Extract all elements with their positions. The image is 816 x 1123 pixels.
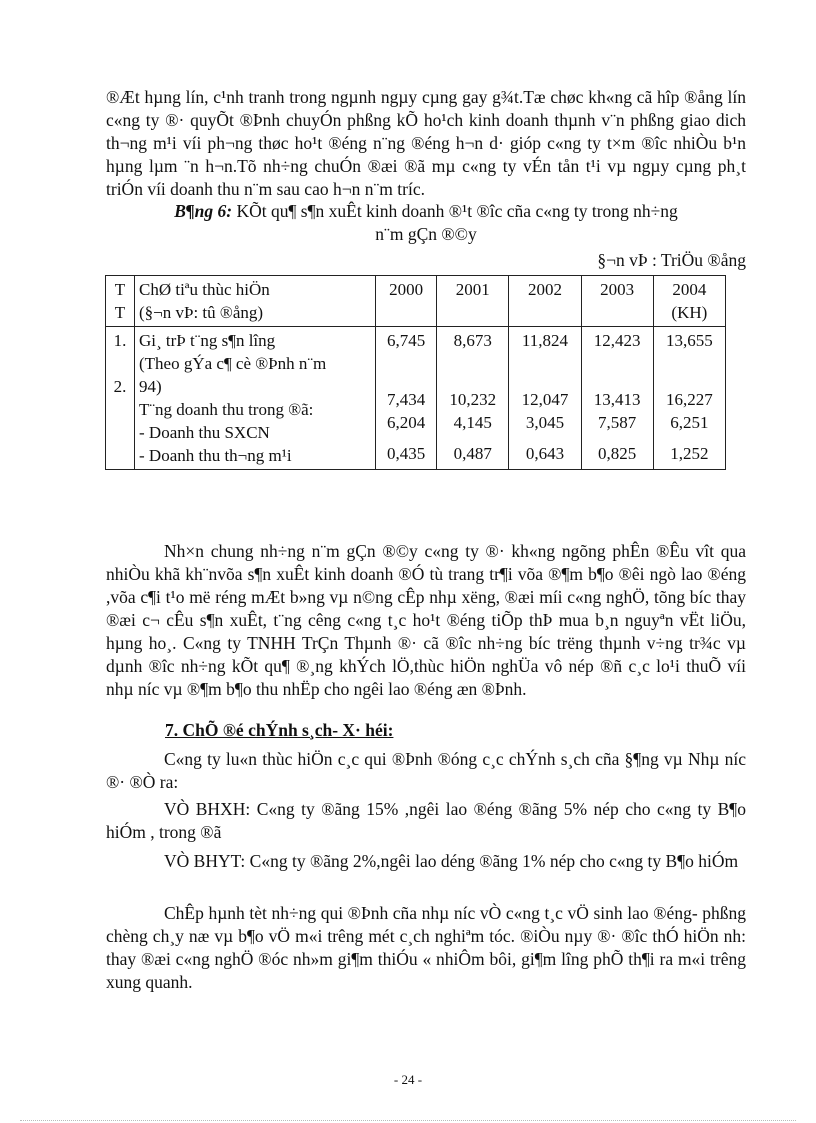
page-number: - 24 - — [393, 1072, 423, 1087]
paragraph-4: VÒ BHXH: C«ng ty ®ãng 15% ,ngêi lao ®éng ®ãng 5% nép cho c«ng ty B¶o hiÓm , trong ®ã — [106, 799, 746, 842]
table-header-row — [106, 276, 726, 327]
row-indicators: Gi¸ trÞ t¨ng s¶n lîng (Theo gÝa c¶ cè ®Þnh n¨m 94) T¨ng doanh thu trong ®ã: - Doanh thu SXCN - Doanh thu th¬ng m¹i — [135, 327, 376, 470]
results-table — [105, 275, 726, 470]
header-year-2002: 2002 — [509, 276, 581, 327]
page-edge-divider — [20, 1120, 796, 1121]
values-2001: 8,673 10,232 4,145 0,487 — [437, 327, 509, 470]
header-year-2003: 2003 — [581, 276, 653, 327]
values-2002: 11,824 12,047 3,045 0,643 — [509, 327, 581, 470]
row-tt: 1. 2. — [106, 327, 135, 470]
values-2000: 6,745 7,434 6,204 0,435 — [376, 327, 437, 470]
header-tt: T T — [106, 276, 135, 327]
values-2003: 12,423 13,413 7,587 0,825 — [581, 327, 653, 470]
paragraph-1: ®Æt hµng lín, c¹nh tranh trong ngµnh ngµy cµng gay g¾t.Tæ chøc kh«ng cã hîp ®ång lín c«ng ty ®· quyÕt ®Þnh chuyÓn phßng kÕ ho¹ch kinh doanh thµnh v¨n phßng giao dich th¬ng m¹i víi ph¬ng thøc ho¹t ®éng n¨ng ®éng h¬n d· gióp c«ng ty t×m ®îc nhiÒu b¹n hµng lµm ¨n h¬n.Tõ nh÷ng chuÓn ®æi ®ã mµ c«ng ty vÉn tån t¹i vµ ngµy cµng ph¸t triÓn víi doanh thu n¨m sau cao h¬n n¨m tríc. — [106, 87, 746, 199]
table-row — [106, 327, 726, 470]
table-caption — [106, 200, 746, 246]
paragraph-2: Nh×n chung nh÷ng n¨m gÇn ®©y c«ng ty ®· kh«ng ngõng phÊn ®Êu vît qua nhiÒu khã kh¨nvõa s¶n xuÊt kinh doanh ®Ó tù trang tr¶i võa ®¶m b¶o ®êi ngò lao ®éng ,võa c¶i t¹o më réng mÆt b»ng vµ n©ng cÊp nhµ xëng, ®æi míi c«ng nghÖ, tõng bíc thay ®æi c¬ cÊu s¶n xuÊt, t¨ng cêng c«ng t¸c ho¹t ®éng tiÕp thÞ mua b¸n nguyªn vËt liÖu, hµng ho¸. C«ng ty TNHH TrÇn Thµnh ®· cã ®îc nh÷ng bíc trëng thµnh v÷ng tr¾c vµ dµnh ®îc nh÷ng kÕt qu¶ ®¸ng khÝch lÖ,thùc hiÖn nghÜa vô nép ®ñ c¸c lo¹i thuÕ víi nhµ níc vµ ®¶m b¶o thu nhËp cho ngêi lao ®éng æn ®Þnh. — [106, 541, 746, 699]
paragraph-3: C«ng ty lu«n thùc hiÖn c¸c qui ®Þnh ®óng c¸c chÝnh s¸ch cña §¶ng vµ Nhµ níc ®· ®Ò ra: — [106, 749, 746, 792]
values-2004: 13,655 16,227 6,251 1,252 — [653, 327, 725, 470]
header-indicator: ChØ tiªu thùc hiÖn (§¬n vÞ: tû ®ång) — [135, 276, 376, 327]
section-heading: 7. ChÕ ®é chÝnh s¸ch- X· héi: — [165, 720, 394, 740]
header-year-2000: 2000 — [376, 276, 437, 327]
table-caption-line2: n¨m gÇn ®©y — [375, 224, 477, 244]
paragraph-5: VÒ BHYT: C«ng ty ®ãng 2%,ngêi lao déng ®ãng 1% nép cho c«ng ty B¶o hiÓm — [164, 851, 739, 871]
paragraph-6: ChÊp hµnh tèt nh÷ng qui ®Þnh cña nhµ níc vÒ c«ng t¸c vÖ sinh lao ®éng- phßng chèng ch¸y næ vµ b¶o vÖ m«i trêng mét c¸ch nghiªm tóc. ®iÒu nµy ®· ®îc thÓ hiÖn nh: thay ®æi c«ng nghÖ ®óc nh»m gi¶m thiÓu « nhiÔm bôi, gi¶m lîng phÕ th¶i ra m«i trêng xung quanh. — [106, 903, 746, 992]
table-caption-label: B¶ng 6: — [174, 201, 233, 221]
header-year-2004: 2004 (KH) — [653, 276, 725, 327]
table-caption-line1: KÕt qu¶ s¶n xuÊt kinh doanh ®¹t ®îc cña c«ng ty trong nh÷ng — [232, 201, 678, 221]
header-plan-note: (KH) — [671, 303, 708, 322]
unit-label: §¬n vÞ : TriÖu ®ång — [597, 250, 746, 270]
header-year-2001: 2001 — [437, 276, 509, 327]
